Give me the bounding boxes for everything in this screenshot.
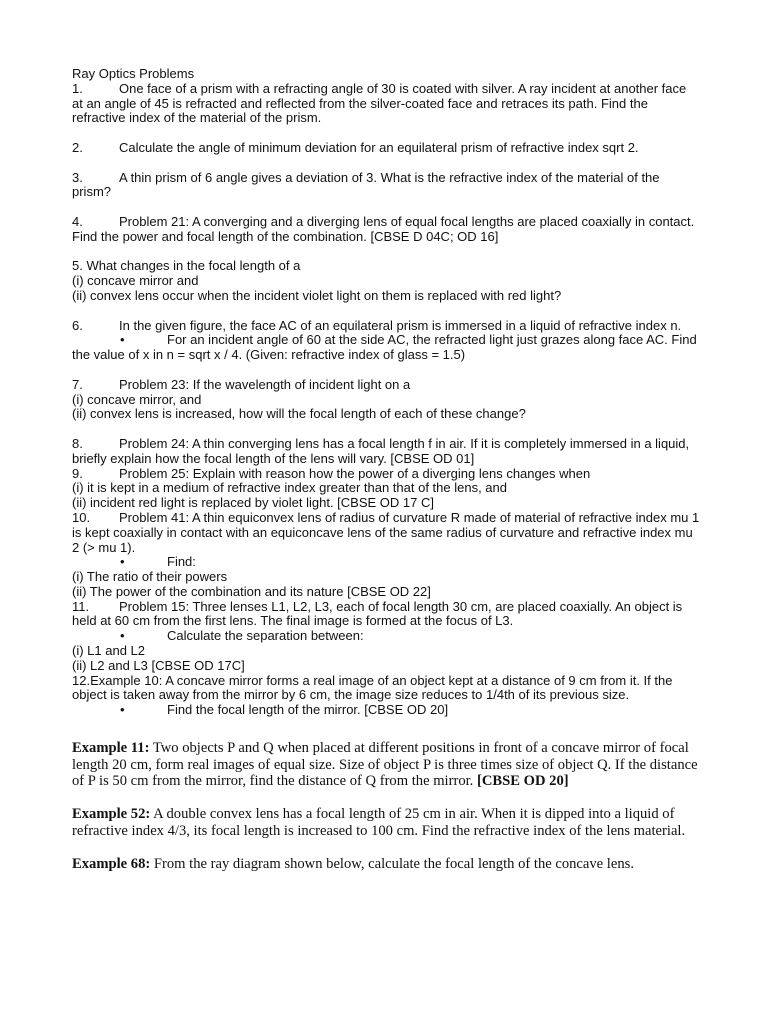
problem-text: Problem 15: Three lenses L1, L2, L3, each of focal length 30 cm, are placed coaxially. An object is held at 60 cm from the first lens. The final image is formed at the focus of L3. [72, 598, 683, 629]
example-68 [72, 856, 700, 873]
problem-text: Calculate the angle of minimum deviation for an equilateral prism of refractive index sqrt 2. [119, 139, 639, 155]
example-text: From the ray diagram shown below, calculate the focal length of the concave lens. [150, 856, 634, 873]
problem-11-line-2: (i) L1 and L2 [72, 643, 145, 659]
problem-10-line-2: (i) The ratio of their powers [72, 569, 228, 585]
bullet-text: For an incident angle of 60 at the side AC, the refracted light just grazes along face AC. Find the value of x in n = sqrt x / 4. (Given: refractive index of glass = 1.5) [72, 332, 697, 363]
page-title: Ray Optics Problems [72, 66, 195, 81]
bullet-icon: • [120, 554, 125, 570]
example-text: A double convex lens has a focal length of 25 cm in air. When it is dipped into a liquid of refractive index 4/3, its focal length is increased to 100 cm. Find the refractive index of the lens material. [72, 806, 686, 840]
example-label: Example 52: [72, 806, 151, 823]
example-52 [72, 806, 700, 839]
problem-text: One face of a prism with a refracting angle of 30 is coated with silver. A ray incident at another face at an angle of 45 is refracted and reflected from the silver-coated face and retraces its path. Find the refractive index of the material of the prism. [72, 80, 687, 126]
problem-text: Problem 21: A converging and a diverging lens of equal focal lengths are placed coaxially in contact. Find the power and focal length of the combination. [CBSE D 04C; OD 16] [72, 213, 695, 244]
problem-5-line-3: (ii) convex lens occur when the incident violet light on them is replaced with red light? [72, 287, 562, 303]
bullet-text: Calculate the separation between: [167, 628, 364, 644]
problem-text: Problem 41: A thin equiconvex lens of radius of curvature R made of material of refractive index mu 1 is kept coaxially in contact with an equiconcave lens of the same radius of curvature and refractive index mu 2 (> mu 1). [72, 509, 700, 555]
problem-number: 2. [72, 139, 83, 155]
example-label: Example 68: [72, 856, 151, 873]
problem-number: 1. [72, 80, 83, 96]
problem-text: In the given figure, the face AC of an equilateral prism is immersed in a liquid of refractive index n. [119, 317, 682, 333]
problem-10-bullet [72, 555, 700, 570]
example-reference: [CBSE OD 20] [476, 773, 569, 790]
problem-10-line-3: (ii) The power of the combination and its nature [CBSE OD 22] [72, 583, 431, 599]
problem-8 [72, 437, 700, 467]
bullet-icon: • [120, 332, 125, 348]
problem-9 [72, 467, 700, 482]
problem-12-bullet [72, 703, 700, 718]
problem-2 [72, 141, 700, 156]
problem-10 [72, 511, 700, 555]
problem-9-line-3: (ii) incident red light is replaced by violet light. [CBSE OD 17 C] [72, 495, 434, 511]
problem-9-line-2: (i) it is kept in a medium of refractive index greater than that of the lens, and [72, 480, 507, 496]
example-11 [72, 740, 700, 790]
document-page [72, 67, 700, 873]
problem-text: A thin prism of 6 angle gives a deviation of 3. What is the refractive index of the material of the prism? [72, 169, 660, 200]
problem-number: 3. [72, 169, 83, 185]
bullet-icon: • [120, 702, 125, 718]
problem-text: Problem 24: A thin converging lens has a focal length f in air. If it is completely immersed in a liquid, briefly explain how the focal length of the lens will vary. [CBSE OD 01] [72, 435, 690, 466]
problem-number: 7. [72, 376, 83, 392]
problem-text: Problem 25: Explain with reason how the power of a diverging lens changes when [119, 465, 591, 481]
problem-7 [72, 378, 700, 393]
problem-number: 8. [72, 435, 83, 451]
problem-number: 9. [72, 465, 83, 481]
problem-6-bullet [72, 333, 700, 363]
problem-11-bullet [72, 629, 700, 644]
examples-section [72, 740, 700, 873]
problem-5-line-1: 5. What changes in the focal length of a [72, 258, 301, 274]
problem-1 [72, 82, 700, 126]
problem-6 [72, 319, 700, 334]
problem-number: 11. [72, 598, 90, 614]
problem-number: 4. [72, 213, 83, 229]
problem-7-line-3: (ii) convex lens is increased, how will the focal length of each of these change? [72, 406, 526, 422]
problem-5-line-2: (i) concave mirror and [72, 273, 199, 289]
problem-7-line-2: (i) concave mirror, and [72, 391, 202, 407]
problem-11-line-3: (ii) L2 and L3 [CBSE OD 17C] [72, 657, 245, 673]
problem-number: 10. [72, 509, 91, 525]
problems-section [72, 67, 700, 718]
problem-11 [72, 600, 700, 630]
problem-text: Problem 23: If the wavelength of incident light on a [119, 376, 411, 392]
bullet-icon: • [120, 628, 125, 644]
bullet-text: Find: [167, 554, 196, 570]
problem-3 [72, 171, 700, 201]
example-text: Two objects P and Q when placed at different positions in front of a concave mirror of focal length 20 cm, form real images of equal size. Size of object P is three times size of object Q. If the distance of P is 50 cm from the mirror, find the distance of Q from the mirror. [72, 740, 698, 790]
example-label: Example 11: [72, 740, 150, 757]
bullet-text: Find the focal length of the mirror. [CBSE OD 20] [167, 702, 449, 718]
problem-12: 12.Example 10: A concave mirror forms a real image of an object kept at a distance of 9 cm from it. If the object is taken away from the mirror by 6 cm, the image size reduces to 1/4th of its previous size. [72, 672, 673, 703]
problem-4 [72, 215, 700, 245]
problem-number: 6. [72, 317, 83, 333]
